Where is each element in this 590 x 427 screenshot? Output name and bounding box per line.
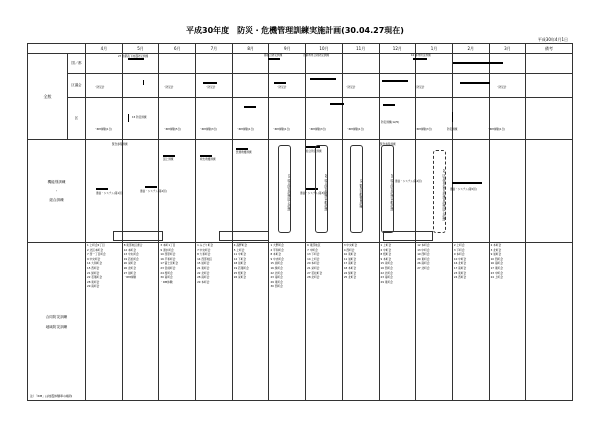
timeline-tick — [143, 80, 144, 85]
godo-cell-may — [122, 243, 159, 401]
godo-list-item: 9 旭町会 — [490, 252, 502, 257]
timeline-bar — [310, 78, 336, 80]
godo-list-item: 2 平和町会 — [270, 247, 284, 252]
godo-list-item: 20 本町会 — [307, 261, 320, 266]
godo-list-item: 22 北町会 — [380, 270, 393, 275]
kinou-note-jun-b: 通信・システム(第2回) — [140, 190, 167, 193]
timeline-bar — [268, 58, 280, 60]
ku-note-jan: ・RM体験(3日) — [414, 128, 433, 131]
godo-list-item: 19 若葉町会 — [233, 265, 249, 270]
godo-list-item: 8 大和町会 — [197, 252, 211, 257]
godo-list-item: 1 大野町会 — [270, 243, 284, 247]
godo-list-item: 23 南町会 — [270, 275, 283, 280]
godo-list-item: 19 若松町会 — [123, 256, 139, 261]
godo-list-item: 24 桜町会 — [160, 270, 173, 275]
godo-list-item: 23 東町会 — [453, 270, 467, 275]
kinou-note-may-b: 通信・システム(第1回) — [96, 192, 123, 195]
row-label-zencho: 全般 — [28, 54, 68, 140]
kinou-note-oct: 総合防災訓練 — [306, 150, 322, 153]
godo-list-item: 3 下町会 — [453, 247, 465, 252]
kugikai-note: ・防災会 — [345, 86, 356, 89]
corner-cell — [28, 44, 86, 54]
kuni-note-oct: 九都県市合同防災訓練 — [303, 54, 329, 57]
vbox-training: 13 総合防災訓練(図上訓練) — [278, 145, 291, 233]
godo-list-item: 22 北町会 — [270, 270, 283, 275]
godo-list-item: 24 緑町会 — [343, 270, 357, 275]
godo-cell-note — [526, 243, 573, 401]
page-title: 平成30年度 防災・危機管理訓練実施計画(30.04.27現在) — [186, 26, 404, 35]
godo-list-item: 12 本町会 — [417, 243, 430, 247]
vbox-training: 15 緊急初動要員訓練 — [350, 145, 363, 233]
godo-list-item: 19 西町会 — [417, 252, 430, 257]
godo-list-item: 27 北町会 — [417, 265, 430, 270]
godo-list-item: 10 西原町会 — [160, 252, 176, 257]
godo-list-item: 15 西町会 — [87, 265, 100, 270]
godo-list-item: 5 上町会 — [233, 247, 245, 252]
godo-list-item: 9 本町会 — [380, 256, 392, 261]
godo-list-item: 11 旭町会 — [343, 256, 357, 261]
godo-list-item: 16 南町会 — [490, 261, 503, 266]
month-header-row — [28, 44, 573, 54]
ku-note-mar: ・RM体験(1日) — [487, 128, 506, 131]
godo-list-item: 22 若葉町会 — [87, 275, 103, 280]
godo-list-item: 28 南町会 — [197, 275, 210, 280]
godo-list-item: 2 中町会 — [380, 247, 392, 252]
footnote: 注）「RM」は地震体験車の略称 — [30, 394, 73, 398]
kinou-note-jul: 救出救護訓練 — [200, 158, 216, 161]
godo-cell-feb — [452, 243, 489, 401]
month-header: 5月 — [122, 44, 159, 54]
godo-list-item: 26 北町会 — [123, 265, 137, 270]
godo-list-item: 3 北町会 — [490, 247, 502, 252]
godo-cell-jul — [196, 243, 233, 401]
timeline-bar — [128, 58, 144, 60]
godo-list-item: 21 栄町会 — [307, 265, 320, 270]
godo-list-item: 21 緑町会 — [87, 270, 100, 275]
month-header: 2月 — [452, 44, 489, 54]
godo-list-item: 28 北町会 — [307, 275, 320, 280]
timeline-bar — [203, 82, 217, 84]
godo-cell-apr — [86, 243, 123, 401]
label-chiiki: 地域防災訓練 — [45, 324, 68, 329]
godo-list-item: 7 中町会 — [307, 247, 318, 252]
godo-list-item: 14 西部地区 — [197, 256, 213, 261]
timeline-bar — [453, 62, 503, 64]
godo-list-item: 16 西町会 — [380, 265, 393, 270]
godo-list-item: 23 宮前町会 — [160, 265, 176, 270]
month-header: 12月 — [379, 44, 416, 54]
godo-cell-oct — [306, 243, 343, 401]
month-header: 10月 — [306, 44, 343, 54]
godo-list-item: 2 上町会 — [453, 243, 465, 247]
godo-list-item: 17 富士見町会 — [160, 261, 179, 266]
godo-list-item: 10 中町会 — [453, 256, 467, 261]
godo-list-item: 17 東町会 — [490, 265, 503, 270]
timeline-bar — [382, 80, 408, 82]
godo-list-item: 25 桜町会 — [233, 270, 247, 275]
kuni-note-jan: 10 都市防災訓練 — [411, 54, 431, 57]
kinou-box — [113, 231, 163, 241]
kuni-note-sep: 都総合防災訓練 — [264, 54, 283, 57]
timeline-tick — [128, 114, 129, 122]
godo-cell-jan — [416, 243, 453, 401]
timeline-bar — [452, 182, 482, 184]
kinou-note-may-a: 緊急参集訓練 — [112, 143, 128, 146]
godo-list-item: 20 栄町会 — [123, 261, 137, 266]
godo-list-item: 17 南町会 — [453, 265, 467, 270]
ku-note-sep: ・RM体験(1日) — [272, 128, 291, 131]
godo-list-item: 15 栄町会 — [380, 261, 393, 266]
godo-list-item: 2 本町会 — [490, 243, 502, 247]
godo-list-item: 23 南町会 — [380, 275, 393, 280]
godo-cell-sep — [269, 243, 306, 401]
month-header: 7月 — [196, 44, 233, 54]
ku-note-jul: ・RM体験(3日) — [199, 128, 218, 131]
month-header: 6月 — [159, 44, 196, 54]
kinou-note-sep: 通信・システム(第3回) — [300, 192, 327, 195]
kinou-row — [28, 140, 573, 243]
godo-list-item: 16 緑町会 — [270, 265, 283, 270]
godo-list-item: 24 上町会 — [490, 275, 503, 280]
godo-list-item: 10 東町会 — [343, 252, 357, 257]
godo-cell-aug — [232, 243, 269, 401]
kugikai-note: ・防災会 — [496, 86, 507, 89]
godo-list-item: 7 西一丁目町会 — [87, 252, 106, 257]
godo-list-item: 22 北町会 — [197, 270, 210, 275]
kuni-note-may: 27 首都直下地震防災訓練 — [118, 55, 149, 58]
kinou-note-aug: 医療救護訓練 — [236, 151, 252, 154]
ku-note-nov: ・RM体験(1日) — [346, 128, 365, 131]
godo-list-item: 12 本町会 — [123, 247, 137, 252]
godo-list-item: 29 本町会 — [197, 279, 210, 284]
godo-list-item: 9 本町会 — [453, 252, 465, 257]
godo-list-item: 13 下町会 — [307, 252, 320, 257]
timeline-bar — [145, 186, 157, 188]
kinou-note-jun-a: 図上訓練 — [163, 158, 174, 161]
godo-list-item: 11 中町会 — [233, 252, 247, 257]
godo-list-item: 24 西町会 — [453, 275, 467, 280]
timeline-bar — [330, 103, 344, 105]
godo-list-item: 25 北町会 — [343, 275, 357, 280]
godo-list-item: 20 東町会 — [417, 256, 430, 261]
godo-list-item: 3 本町1丁目 — [160, 243, 176, 247]
kugikai-note: ・防災会 — [205, 86, 216, 89]
godo-list-item: 9 清水町会 — [160, 247, 174, 252]
ku-note-may: 15 防災訓練 — [132, 116, 147, 119]
date-note: 平成30年4月1日 — [537, 37, 568, 42]
godo-list-item: 1 みどり町会 — [197, 243, 214, 247]
godo-cell-mar — [489, 243, 526, 401]
kinou-note-feb: 通信・システム(第5回) — [450, 188, 477, 191]
month-header: 8月 — [232, 44, 269, 54]
timeline-bar — [274, 82, 286, 84]
timeline-bar — [96, 188, 108, 190]
godo-list-item: 8 桜町会 — [380, 252, 392, 257]
godo-list-item: 17 南町会 — [343, 261, 357, 266]
timeline-tick — [452, 112, 453, 122]
ku-note-aug: ・RM体験(1日) — [236, 128, 255, 131]
godo-list-item: 9 中央町会 — [87, 256, 101, 261]
vbox-training: 22 総合防災訓練(実動訓練) — [315, 145, 328, 233]
ku-note-dec: 防災訓練(12/5) — [381, 121, 400, 124]
godo-list-item: 29 南町会 — [87, 284, 100, 289]
month-header: 9月 — [269, 44, 306, 54]
kugikai-note: ・防災会 — [163, 86, 174, 89]
month-header: 備考 — [526, 44, 573, 54]
timeline-bar — [244, 106, 256, 108]
label-kinou: 機能別訓練 — [47, 179, 66, 184]
godo-list-item: 18 旭町会 — [233, 261, 247, 266]
kugikai-note: ・防災会 — [276, 86, 287, 89]
row-label-kinou-sogo: 機能別訓練 ・ 総合訓練 — [28, 140, 86, 243]
kugikai-row — [28, 74, 573, 98]
timeline-bar — [163, 155, 175, 157]
godo-list-item: 15 旭町会 — [270, 261, 283, 266]
godo-list-item: 7 中央町会 — [197, 247, 211, 252]
ku-note-apr: ・RM体験(1日) — [94, 128, 113, 131]
godo-list-item: 4 高野町会 — [233, 243, 248, 247]
kugikai-note: ・防災会 — [414, 86, 425, 89]
godo-list-item: 21 東町会 — [197, 265, 210, 270]
godo-list-item: 23 中町会 — [490, 270, 503, 275]
godo-list-item: 28 東町会 — [87, 279, 100, 284]
godo-cell-nov — [342, 243, 379, 401]
godo-list-item: 4 西町会 — [343, 247, 355, 252]
godo-list-item: 29 東町会 — [270, 279, 283, 284]
label-godo: 合同防災訓練 — [45, 314, 68, 319]
kinou-note-nov: 緊急参集訓練 — [380, 143, 396, 146]
month-header: 4月 — [86, 44, 123, 54]
godo-list-item: 27 若松町会 — [307, 270, 323, 275]
godo-list-item: 29 東町会 — [380, 279, 393, 284]
vbox-training: 22 区災害対策本部運営訓練(図上訓練) — [433, 150, 446, 233]
timeline-bar — [460, 82, 490, 84]
godo-list-item: 9 中央町会 — [270, 256, 284, 261]
schedule-table — [27, 43, 573, 401]
godo-list-item: 1 上町会 — [380, 243, 392, 247]
godo-list-item: 30 南町会 — [160, 275, 173, 280]
godo-list-item: 3 中央町会 — [343, 243, 358, 247]
godo-cell-jun — [159, 243, 196, 401]
godo-list-item: 13 中丸町会 — [123, 252, 139, 257]
row-label-ku: 区 — [68, 98, 86, 140]
ku-row — [28, 98, 573, 140]
label-sogo: 総合訓練 — [49, 197, 64, 202]
godo-list-item: 10 西町会 — [490, 256, 503, 261]
month-header: 11月 — [342, 44, 379, 54]
row-label-kuni: 国／都 — [68, 54, 86, 74]
timeline-bar — [236, 148, 248, 150]
row-label-kugikai: 区議会 — [68, 74, 86, 98]
godo-list-item: 30 西町会 — [270, 284, 283, 289]
kugikai-note: ・防災会 — [94, 86, 105, 89]
ku-note-jun: ・RM体験(5日) — [163, 128, 182, 131]
godo-list-item: 18 本町会 — [343, 265, 357, 270]
godo-list-item: 12 下町会 — [233, 256, 247, 261]
month-header: 3月 — [489, 44, 526, 54]
godo-list-item: ・RM体験 — [123, 275, 136, 280]
godo-list-item: 14 大和町会 — [87, 261, 103, 266]
ku-note-feb: 防災訓練 — [447, 128, 458, 131]
godo-list-item: 26 栄町会 — [233, 275, 247, 280]
row-label-godo-chiiki — [28, 243, 86, 401]
timeline-bar — [413, 58, 427, 60]
timeline-bar — [200, 155, 212, 157]
kinou-note-dec: 通信・システム(第4回) — [395, 180, 422, 183]
vbox-training: 23 総合防災訓練(実動訓練) — [381, 145, 394, 233]
month-header: 1月 — [416, 44, 453, 54]
godo-list-item: 1 上町会2丁目 — [87, 243, 105, 247]
godo-list-item: 6 東部地区 — [307, 243, 321, 247]
kinou-box — [219, 231, 269, 241]
godo-list-item: 8 東部地区連合 — [123, 243, 143, 247]
godo-list-item: 15 旭町会 — [197, 261, 210, 266]
timeline-bar — [383, 104, 395, 106]
godo-list-item: 2 北区本町会 — [87, 247, 104, 252]
godo-list-item: 16 平和町会 — [160, 256, 176, 261]
godo-list-item: 13 中町会 — [417, 247, 430, 252]
godo-row — [28, 243, 573, 401]
godo-list-item: 14 上町会 — [307, 256, 320, 261]
godo-list-item: 26 南町会 — [417, 261, 430, 266]
godo-cell-dec — [379, 243, 416, 401]
godo-list-item: ・RM体験 — [160, 279, 173, 284]
godo-list-item: 27 旭町会 — [123, 270, 137, 275]
godo-list-item: 8 本町会 — [270, 252, 282, 257]
ku-note-oct: ・RM体験(3日) — [308, 128, 327, 131]
godo-list-item: 16 北町会 — [453, 261, 467, 266]
